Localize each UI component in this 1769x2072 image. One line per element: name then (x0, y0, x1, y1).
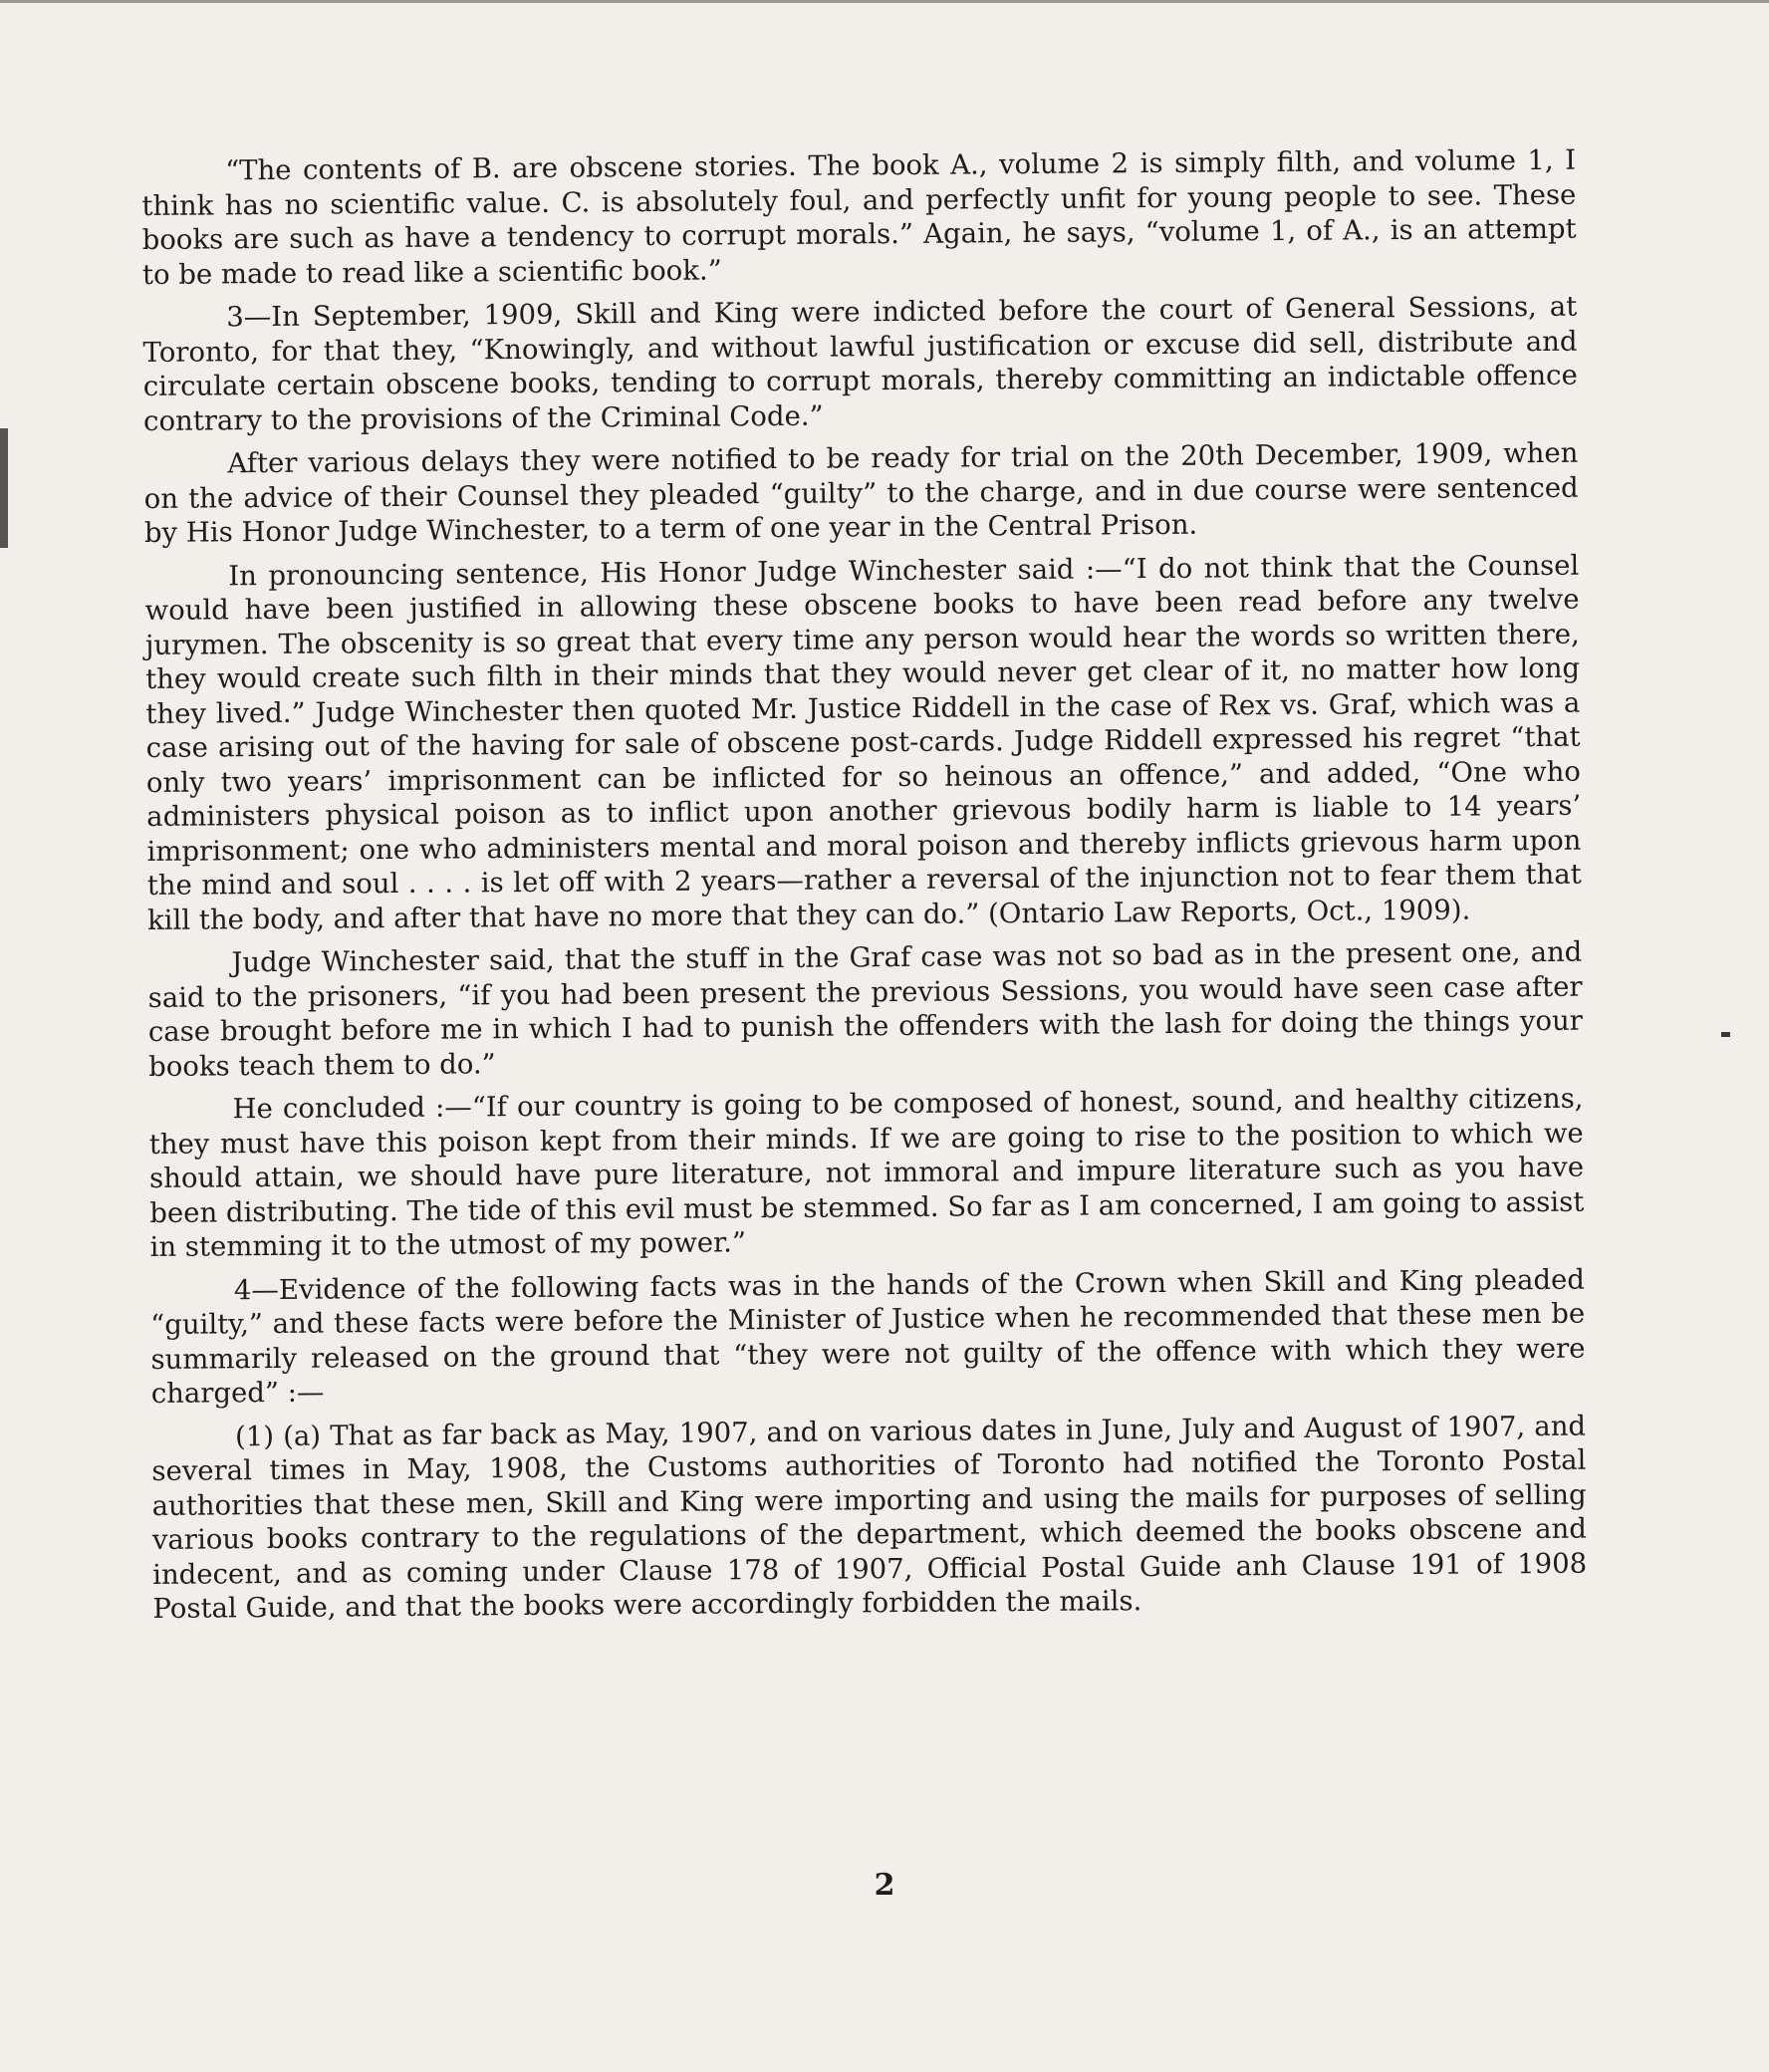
body-text (141, 143, 1588, 1636)
paragraph-trial-delays: After various delays they were notified to be ready for trial on the 20th December, 1909, when on the advice of their Counsel they pleaded “guilty” to the charge, and in due course were sentenced by His Honor Judge Winchester, to a term of one year in the Central Prison. (143, 436, 1579, 549)
paragraph-conclusion: He concluded :—“If our country is going to be composed of honest, sound, and healthy citizens, they must have this poison kept from their minds. If we are going to rise to the position to which we should attain, we should have pure literature, not immoral and impure literature such as you have been distributing. The tide of this evil must be stemmed. So far as I am concerned, I am going to assist in stemming it to the utmost of my power.” (148, 1082, 1585, 1263)
paragraph-4-evidence: 4—Evidence of the following facts was in the hands of the Crown when Skill and King pleaded “guilty,” and these facts were before the Minister of Justice when he recommended that these men be summarily released on the ground that “they were not guilty of the offence with which they were charged” :— (150, 1263, 1586, 1410)
scan-binding-mark (0, 428, 8, 548)
paragraph-quote-contents: “The contents of B. are obscene stories. The book A., volume 2 is simply filth, and volume 1, I think has no scientific value. C. is absolutely foul, and perfectly unfit for young people to see. These books are such as have a tendency to corrupt morals.” Again, he says, “volume 1, of A., is an attempt to be made to read like a scientific book.” (141, 143, 1577, 291)
page-top-edge (0, 0, 1769, 3)
scan-margin-mark (1721, 1032, 1730, 1037)
page-number: 2 (874, 1868, 895, 1903)
paragraph-graf-case: Judge Winchester said, that the stuff in the Graf case was not so bad as in the present one, and said to the prisoners, “if you had been present the previous Sessions, you would have seen case after case brought before me in which I had to punish the offenders with the lash for doing the things your books teach them to do.” (147, 935, 1584, 1083)
paragraph-sentence: In pronouncing sentence, His Honor Judge Winchester said :—“I do not think that the Counsel would have been justified in allowing these obscene books to have been read before any twelve jurymen. The obscenity is so great that every time any person would hear the words so written there, they would create such filth in their minds that they would never get clear of it, no matter how long they lived.” Judge Winchester then quoted Mr. Justice Riddell in the case of Rex vs. Graf, which was a case arising out of the having for sale of obscene post-cards. Judge Riddell expressed his regret “that only two years’ imprisonment can be inflicted for so heinous an offence,” and added, “One who administers physical poison as to inflict upon another grievous bodily harm is liable to 14 years’ imprisonment; one who administers mental and moral poison and thereby inflicts grievous harm upon the mind and soul . . . . is let off with 2 years—rather a reversal of the injunction not to fear them that kill the body, and after that have no more that they can do.” (Ontario Law Reports, Oct., 1909). (144, 549, 1582, 936)
paragraph-1a-customs: (1) (a) That as far back as May, 1907, and on various dates in June, July and August of 1907, and several times in May, 1908, the Customs authorities of Toronto had notified the Toronto Postal authorities that these men, Skill and King were importing and using the mails for purposes of selling various books contrary to the regulations of the department, which deemed the books obscene and indecent, and as coming under Clause 178 of 1907, Official Postal Guide anh Clause 191 of 1908 Postal Guide, and that the books were accordingly forbidden the mails. (151, 1410, 1588, 1625)
paragraph-3-indictment: 3—In September, 1909, Skill and King were indicted before the court of General Sessions, at Toronto, for that they, “Knowingly, and without lawful justification or excuse did sell, distribute and circulate certain obscene books, tending to corrupt morals, thereby committing an indictable offence contrary to the provisions of the Criminal Code.” (142, 290, 1578, 437)
